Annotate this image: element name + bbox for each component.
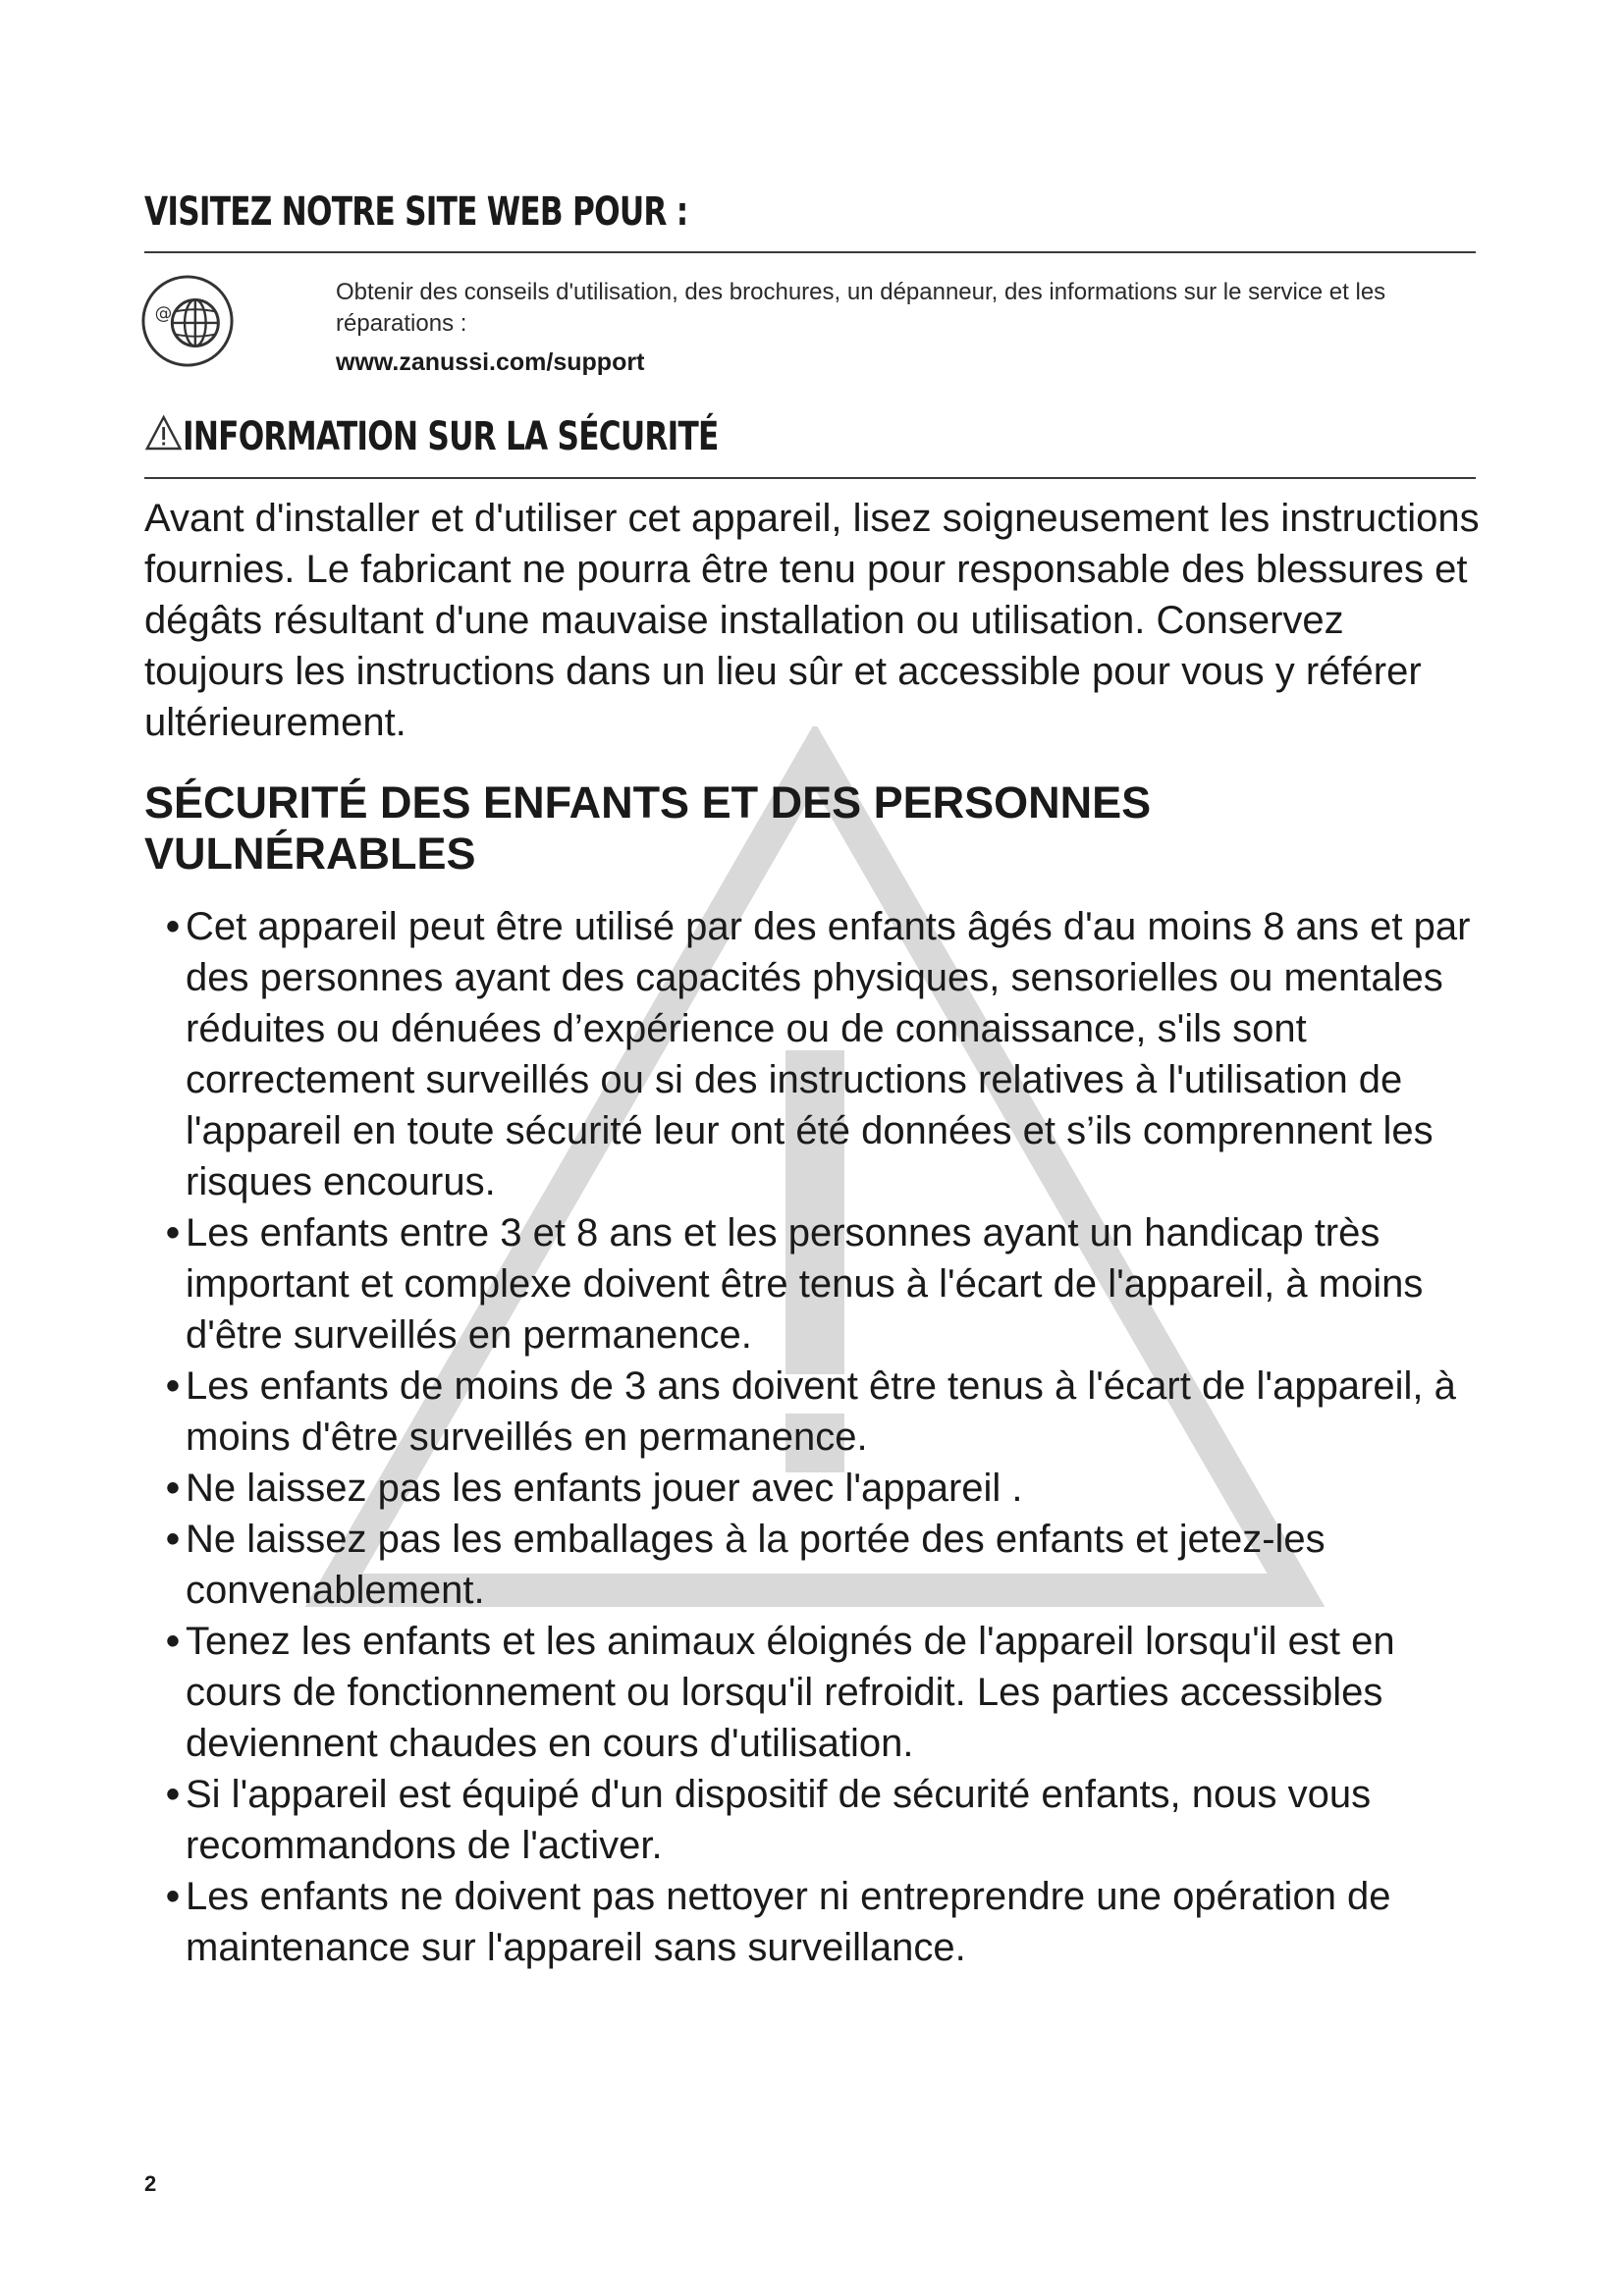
safety-heading-text (144, 414, 719, 459)
safety-intro: Avant d'installer et d'utiliser cet appareil, lisez soigneusement les instructions fournies. Le fabricant ne pourra être tenu pour responsable des blessures et dégâts résultant d'une mauvaise installation ou utilisation. Conservez toujours les instructions dans un lieu sûr et accessible pour vous y référer ultérieurement. (144, 497, 1480, 744)
list-item-text: Tenez les enfants et les animaux éloignés de l'appareil lorsqu'il est en cours de fonctionnement ou lorsqu'il refroidit. Les parties accessibles deviennent chaudes en cours d'utilisation. (186, 1620, 1395, 1765)
children-safety-list (144, 901, 1489, 1973)
website-description: Obtenir des conseils d'utilisation, des brochures, un dépanneur, des informations sur le service et les réparations : (336, 279, 1386, 337)
list-item (144, 1616, 1489, 1769)
warning-triangle-icon (144, 414, 183, 452)
bullet: • (166, 1875, 181, 1918)
page-number: 2 (144, 2171, 157, 2196)
list-item-text: Ne laissez pas les enfants jouer avec l'appareil . (186, 1467, 1023, 1510)
bullet: • (166, 1467, 181, 1510)
bullet: • (166, 1518, 181, 1561)
svg-text:@: @ (154, 304, 173, 325)
list-item-text: Si l'appareil est équipé d'un dispositif de sécurité enfants, nous vous recommandons de l'activer. (186, 1773, 1372, 1867)
list-item (144, 1769, 1489, 1871)
website-heading (144, 189, 1476, 253)
list-item-text: Les enfants entre 3 et 8 ans et les personnes ayant un handicap très important et complexe doivent être tenus à l'écart de l'appareil, à moins d'être surveillés en permanence. (186, 1211, 1424, 1357)
list-item-text: Les enfants ne doivent pas nettoyer ni entreprendre une opération de maintenance sur l'appareil sans surveillance. (186, 1875, 1391, 1969)
list-item (144, 1207, 1489, 1361)
safety-heading (144, 414, 1476, 479)
list-item (144, 901, 1489, 1207)
bullet: • (166, 1211, 181, 1255)
website-heading-text: VISITEZ NOTRE SITE WEB POUR : (144, 189, 688, 235)
bullet: • (166, 1364, 181, 1408)
safety-heading-label: INFORMATION SUR LA SÉCURITÉ (183, 414, 719, 459)
list-item (144, 1463, 1489, 1514)
support-link[interactable]: www.zanussi.com/support (336, 348, 645, 376)
list-item (144, 1361, 1489, 1463)
list-item-text: Ne laissez pas les emballages à la portée des enfants et jetez-les convenablement. (186, 1518, 1326, 1612)
list-item-text: Les enfants de moins de 3 ans doivent être tenus à l'écart de l'appareil, à moins d'être surveillés en permanence. (186, 1364, 1456, 1459)
bullet: • (166, 905, 181, 948)
bullet: • (166, 1620, 181, 1663)
list-item-text: Cet appareil peut être utilisé par des enfants âgés d'au moins 8 ans et par des personnes ayant des capacités physiques, sensorielles ou mentales réduites ou dénuées d’expérience ou de connaissance, s'ils sont correctement surveillés ou si des instructions relatives à l'utilisation de l'appareil en toute sécurité leur ont été données et s’ils comprennent les risques encourus. (186, 905, 1471, 1203)
web-globe-icon (139, 273, 236, 369)
list-item (144, 1514, 1489, 1616)
bullet: • (166, 1773, 181, 1816)
list-item (144, 1871, 1489, 1973)
children-section-title: SÉCURITÉ DES ENFANTS ET DES PERSONNES VULNÉRABLES (144, 777, 1152, 879)
